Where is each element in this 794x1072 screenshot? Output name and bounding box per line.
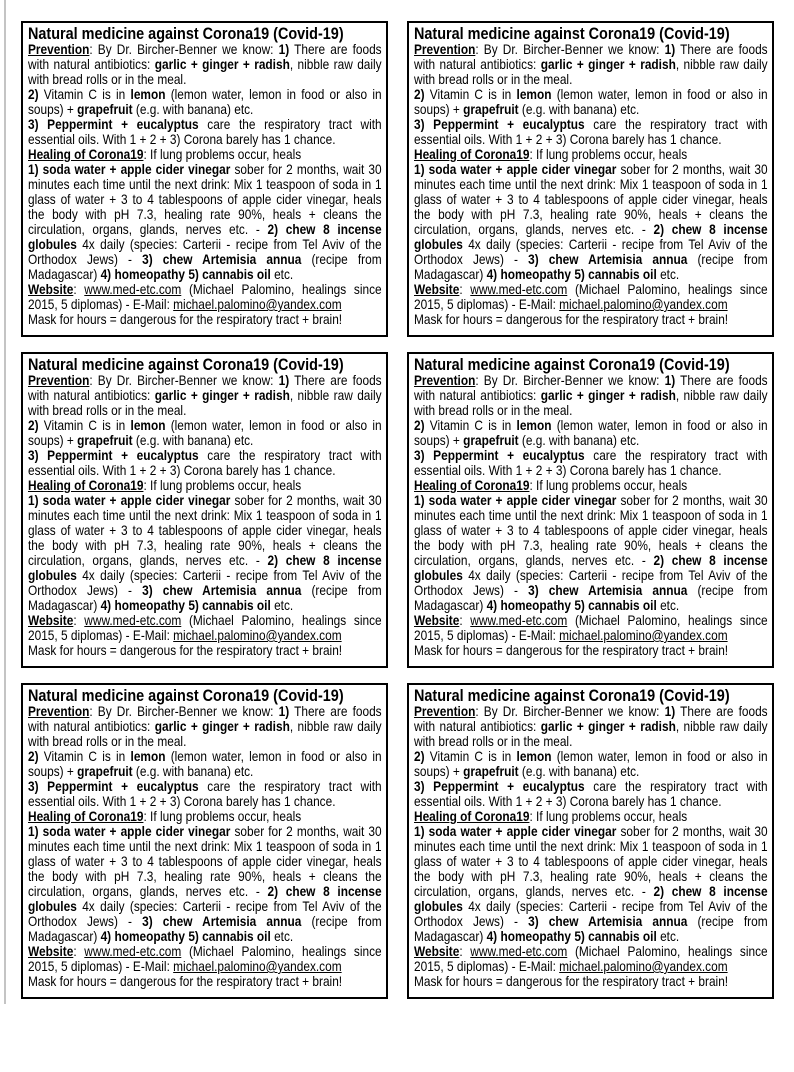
text-segment: garlic + ginger + radish [540, 56, 676, 72]
text-segment: 1) soda water + apple cider vinegar [28, 492, 231, 508]
text-segment: (recipe from Madagascar) [28, 913, 382, 944]
text-segment: 1) [278, 703, 290, 719]
mask-warning: Mask for hours = dangerous for the respiratory tract + brain! [28, 973, 343, 989]
text-segment: (e.g. with banana) etc. [518, 432, 640, 448]
card-paragraph [28, 974, 382, 989]
website-link[interactable]: www.med-etc.com [84, 612, 182, 628]
text-segment: care the respiratory tract with essential oils. With 1 + 2 + 3) Corona barely has 1 chance. [414, 447, 768, 478]
prevention-heading: Prevention [28, 41, 90, 57]
card-content [28, 356, 382, 658]
text-segment: (recipe from Madagascar) [414, 582, 768, 613]
text-segment: 3) Peppermint + eucalyptus [414, 447, 585, 463]
text-segment: 3) chew Artemisia annua [528, 251, 688, 267]
mask-warning: Mask for hours = dangerous for the respiratory tract + brain! [28, 642, 343, 658]
text-segment: 2) [414, 748, 425, 764]
card-paragraph [414, 87, 768, 117]
card-paragraph [414, 373, 768, 418]
card-paragraph [414, 312, 768, 327]
text-segment: There are foods with natural antibiotics: [414, 372, 768, 403]
text-segment: , nibble raw daily with bread rolls or in the meal. [28, 387, 382, 418]
text-segment: 3) Peppermint + eucalyptus [28, 778, 199, 794]
card-paragraph [414, 282, 768, 312]
text-segment: lemon [516, 748, 552, 764]
text-segment: (Michael Palomino, healings since 2015, 5 diplomas) - E-Mail: [28, 281, 382, 312]
text-segment: (e.g. with banana) etc. [518, 763, 640, 779]
card-paragraph [414, 42, 768, 87]
text-segment: garlic + ginger + radish [154, 387, 290, 403]
text-segment: (lemon water, lemon in food or also in soups) + [28, 417, 382, 448]
healing-heading: Healing of Corona19 [414, 808, 530, 824]
card-paragraph [414, 117, 768, 147]
text-segment: 4x daily (species: Carterii - recipe from Tel Aviv of the Orthodox Jews) - [414, 236, 768, 267]
text-segment: sober for 2 months, wait 30 minutes each time until the next drink: Mix 1 teaspoon of soda in 1 glass of water + 3 to 4 tablespoons of apple cider vinegar, heals the body with pH 7.3, healing rate 90%, heals + cleans the circulation, organs, glands, nerves etc. - [414, 161, 768, 237]
card-paragraph [414, 478, 768, 493]
card-paragraph [414, 162, 768, 282]
text-segment: 3) chew Artemisia annua [142, 582, 302, 598]
card-paragraph [28, 448, 382, 478]
text-segment: 4x daily (species: Carterii - recipe from Tel Aviv of the Orthodox Jews) - [414, 898, 768, 929]
text-segment: 4) homeopathy 5) cannabis oil [100, 928, 271, 944]
text-segment: sober for 2 months, wait 30 minutes each time until the next drink: Mix 1 teaspoon of soda in 1 glass of water + 3 to 4 tablespoons of apple cider vinegar, heals the body with pH 7.3, healing rate 90%, heals + cleans the circulation, organs, glands, nerves etc. - [28, 823, 382, 899]
text-segment: 3) Peppermint + eucalyptus [28, 447, 199, 463]
text-segment: etc. [656, 928, 680, 944]
card-paragraph [28, 643, 382, 658]
text-segment: Vitamin C is in [38, 748, 131, 764]
text-segment: (lemon water, lemon in food or also in soups) + [414, 86, 768, 117]
card-paragraph [28, 147, 382, 162]
card-paragraph [414, 448, 768, 478]
card-body [28, 704, 382, 989]
text-segment: Vitamin C is in [38, 417, 131, 433]
flyer-grid [21, 21, 774, 999]
text-segment: 4x daily (species: Carterii - recipe from Tel Aviv of the Orthodox Jews) - [28, 236, 382, 267]
text-segment: grapefruit [463, 763, 519, 779]
healing-heading: Healing of Corona19 [28, 477, 144, 493]
text-segment: etc. [656, 266, 680, 282]
healing-heading: Healing of Corona19 [28, 808, 144, 824]
card-paragraph [28, 478, 382, 493]
text-segment: 2) chew 8 incense globules [28, 221, 382, 252]
text-segment: Vitamin C is in [424, 748, 517, 764]
text-segment: 1) [278, 41, 290, 57]
text-segment: grapefruit [77, 432, 133, 448]
prevention-heading: Prevention [28, 372, 90, 388]
card-body [414, 373, 768, 658]
text-segment: garlic + ginger + radish [154, 718, 290, 734]
text-segment: 3) chew Artemisia annua [528, 582, 688, 598]
card-title: Natural medicine against Corona19 (Covid-19) [414, 24, 730, 43]
website-heading: Website [28, 612, 74, 628]
card-paragraph [414, 493, 768, 613]
text-segment: : By Dr. Bircher-Benner we know: [475, 41, 665, 57]
text-segment: 2) [414, 86, 425, 102]
text-segment: 4) homeopathy 5) cannabis oil [486, 597, 657, 613]
text-segment: : [459, 612, 471, 628]
email-link[interactable]: michael.palomino@yandex.com [173, 627, 342, 643]
card-paragraph [28, 117, 382, 147]
email-link[interactable]: michael.palomino@yandex.com [559, 627, 728, 643]
text-segment: 1) [278, 372, 290, 388]
text-segment: , nibble raw daily with bread rolls or in the meal. [28, 718, 382, 749]
card-body [28, 42, 382, 327]
text-segment: Vitamin C is in [424, 86, 517, 102]
text-segment: 1) soda water + apple cider vinegar [28, 823, 231, 839]
text-segment: 3) Peppermint + eucalyptus [28, 116, 199, 132]
website-heading: Website [28, 281, 74, 297]
text-segment: care the respiratory tract with essential oils. With 1 + 2 + 3) Corona barely has 1 chance. [28, 778, 382, 809]
text-segment: There are foods with natural antibiotics: [28, 41, 382, 72]
card-paragraph [414, 974, 768, 989]
text-segment: : If lung problems occur, heals [143, 146, 302, 162]
text-segment: : If lung problems occur, heals [143, 808, 302, 824]
flyer-card [21, 683, 388, 999]
text-segment: 2) [28, 748, 39, 764]
page-edge-line [4, 0, 6, 1004]
text-segment: sober for 2 months, wait 30 minutes each time until the next drink: Mix 1 teaspoon of soda in 1 glass of water + 3 to 4 tablespoons of apple cider vinegar, heals the body with pH 7.3, healing rate 90%, heals + cleans the circulation, organs, glands, nerves etc. - [28, 161, 382, 237]
website-link[interactable]: www.med-etc.com [84, 281, 182, 297]
card-paragraph [414, 147, 768, 162]
text-segment: , nibble raw daily with bread rolls or in the meal. [414, 387, 768, 418]
text-segment: garlic + ginger + radish [540, 387, 676, 403]
website-heading: Website [414, 612, 460, 628]
text-segment: 1) [664, 41, 676, 57]
healing-heading: Healing of Corona19 [28, 146, 144, 162]
card-title: Natural medicine against Corona19 (Covid-19) [28, 24, 344, 43]
card-paragraph [28, 613, 382, 643]
text-segment: 2) chew 8 incense globules [414, 883, 768, 914]
email-link[interactable]: michael.palomino@yandex.com [559, 958, 728, 974]
text-segment: Vitamin C is in [424, 417, 517, 433]
text-segment: 4x daily (species: Carterii - recipe from Tel Aviv of the Orthodox Jews) - [28, 567, 382, 598]
text-segment: 3) chew Artemisia annua [142, 251, 302, 267]
text-segment: lemon [130, 86, 166, 102]
text-segment: grapefruit [77, 101, 133, 117]
text-segment: 2) chew 8 incense globules [28, 883, 382, 914]
text-segment: 2) [414, 417, 425, 433]
website-heading: Website [414, 281, 460, 297]
card-paragraph [414, 643, 768, 658]
card-paragraph [28, 87, 382, 117]
card-paragraph [414, 809, 768, 824]
text-segment: (lemon water, lemon in food or also in soups) + [414, 748, 768, 779]
card-content [414, 687, 768, 989]
text-segment: 1) soda water + apple cider vinegar [414, 161, 617, 177]
website-heading: Website [28, 943, 74, 959]
text-segment: (e.g. with banana) etc. [132, 101, 254, 117]
card-paragraph [28, 42, 382, 87]
text-segment: grapefruit [463, 101, 519, 117]
text-segment: (Michael Palomino, healings since 2015, 5 diplomas) - E-Mail: [414, 281, 768, 312]
text-segment: (e.g. with banana) etc. [132, 432, 254, 448]
text-segment: 4x daily (species: Carterii - recipe from Tel Aviv of the Orthodox Jews) - [414, 567, 768, 598]
text-segment: 4) homeopathy 5) cannabis oil [486, 266, 657, 282]
email-link[interactable]: michael.palomino@yandex.com [559, 296, 728, 312]
flyer-card [407, 352, 774, 668]
text-segment: : If lung problems occur, heals [529, 146, 688, 162]
text-segment: etc. [270, 928, 294, 944]
text-segment: (lemon water, lemon in food or also in soups) + [28, 86, 382, 117]
website-link[interactable]: www.med-etc.com [470, 612, 568, 628]
text-segment: (recipe from Madagascar) [28, 251, 382, 282]
card-paragraph [28, 418, 382, 448]
text-segment: grapefruit [77, 763, 133, 779]
text-segment: 3) Peppermint + eucalyptus [414, 116, 585, 132]
text-segment: Vitamin C is in [38, 86, 131, 102]
card-paragraph [28, 704, 382, 749]
website-link[interactable]: www.med-etc.com [470, 943, 568, 959]
mask-warning: Mask for hours = dangerous for the respiratory tract + brain! [414, 642, 729, 658]
text-segment: (lemon water, lemon in food or also in soups) + [414, 417, 768, 448]
card-paragraph [28, 312, 382, 327]
healing-heading: Healing of Corona19 [414, 146, 530, 162]
text-segment: 2) [28, 417, 39, 433]
text-segment: , nibble raw daily with bread rolls or in the meal. [28, 56, 382, 87]
text-segment: There are foods with natural antibiotics: [28, 372, 382, 403]
text-segment: 1) soda water + apple cider vinegar [28, 161, 231, 177]
text-segment: 3) chew Artemisia annua [528, 913, 688, 929]
card-paragraph [28, 282, 382, 312]
text-segment: 3) Peppermint + eucalyptus [414, 778, 585, 794]
text-segment: : [73, 612, 85, 628]
text-segment: lemon [516, 417, 552, 433]
text-segment: (recipe from Madagascar) [414, 913, 768, 944]
text-segment: : [459, 943, 471, 959]
text-segment: (e.g. with banana) etc. [132, 763, 254, 779]
card-body [414, 704, 768, 989]
text-segment: 2) [28, 86, 39, 102]
text-segment: : [73, 281, 85, 297]
card-paragraph [28, 944, 382, 974]
healing-heading: Healing of Corona19 [414, 477, 530, 493]
text-segment: care the respiratory tract with essential oils. With 1 + 2 + 3) Corona barely has 1 chance. [414, 116, 768, 147]
card-title: Natural medicine against Corona19 (Covid-19) [414, 355, 730, 374]
card-paragraph [414, 704, 768, 749]
card-paragraph [28, 809, 382, 824]
prevention-heading: Prevention [414, 372, 476, 388]
text-segment: sober for 2 months, wait 30 minutes each time until the next drink: Mix 1 teaspoon of soda in 1 glass of water + 3 to 4 tablespoons of apple cider vinegar, heals the body with pH 7.3, healing rate 90%, heals + cleans the circulation, organs, glands, nerves etc. - [414, 492, 768, 568]
card-paragraph [414, 824, 768, 944]
card-body [28, 373, 382, 658]
website-heading: Website [414, 943, 460, 959]
email-link[interactable]: michael.palomino@yandex.com [173, 958, 342, 974]
flyer-card [21, 21, 388, 337]
card-title: Natural medicine against Corona19 (Covid-19) [414, 686, 730, 705]
text-segment: , nibble raw daily with bread rolls or in the meal. [414, 56, 768, 87]
text-segment: 1) soda water + apple cider vinegar [414, 823, 617, 839]
mask-warning: Mask for hours = dangerous for the respiratory tract + brain! [414, 311, 729, 327]
text-segment: 4) homeopathy 5) cannabis oil [486, 928, 657, 944]
text-segment: There are foods with natural antibiotics: [414, 703, 768, 734]
text-segment: (lemon water, lemon in food or also in soups) + [28, 748, 382, 779]
card-title: Natural medicine against Corona19 (Covid-19) [28, 686, 344, 705]
text-segment: : [459, 281, 471, 297]
text-segment: 2) chew 8 incense globules [28, 552, 382, 583]
text-segment: : If lung problems occur, heals [143, 477, 302, 493]
text-segment: care the respiratory tract with essential oils. With 1 + 2 + 3) Corona barely has 1 chance. [28, 116, 382, 147]
flyer-card [21, 352, 388, 668]
text-segment: garlic + ginger + radish [540, 718, 676, 734]
card-paragraph [28, 749, 382, 779]
text-segment: lemon [516, 86, 552, 102]
text-segment: etc. [270, 597, 294, 613]
text-segment: : By Dr. Bircher-Benner we know: [89, 372, 279, 388]
text-segment: 4) homeopathy 5) cannabis oil [100, 597, 271, 613]
text-segment: : By Dr. Bircher-Benner we know: [89, 41, 279, 57]
card-title: Natural medicine against Corona19 (Covid-19) [28, 355, 344, 374]
card-body [414, 42, 768, 327]
card-content [414, 25, 768, 327]
text-segment: (Michael Palomino, healings since 2015, 5 diplomas) - E-Mail: [28, 612, 382, 643]
card-paragraph [28, 493, 382, 613]
flyer-card [407, 21, 774, 337]
text-segment: , nibble raw daily with bread rolls or in the meal. [414, 718, 768, 749]
text-segment: : [73, 943, 85, 959]
card-paragraph [414, 944, 768, 974]
text-segment: care the respiratory tract with essential oils. With 1 + 2 + 3) Corona barely has 1 chance. [28, 447, 382, 478]
text-segment: 1) soda water + apple cider vinegar [414, 492, 617, 508]
prevention-heading: Prevention [28, 703, 90, 719]
text-segment: : By Dr. Bircher-Benner we know: [89, 703, 279, 719]
text-segment: 3) chew Artemisia annua [142, 913, 302, 929]
card-content [414, 356, 768, 658]
text-segment: (Michael Palomino, healings since 2015, 5 diplomas) - E-Mail: [414, 612, 768, 643]
text-segment: sober for 2 months, wait 30 minutes each time until the next drink: Mix 1 teaspoon of soda in 1 glass of water + 3 to 4 tablespoons of apple cider vinegar, heals the body with pH 7.3, healing rate 90%, heals + cleans the circulation, organs, glands, nerves etc. - [28, 492, 382, 568]
website-link[interactable]: www.med-etc.com [470, 281, 568, 297]
email-link[interactable]: michael.palomino@yandex.com [173, 296, 342, 312]
text-segment: sober for 2 months, wait 30 minutes each time until the next drink: Mix 1 teaspoon of soda in 1 glass of water + 3 to 4 tablespoons of apple cider vinegar, heals the body with pH 7.3, healing rate 90%, heals + cleans the circulation, organs, glands, nerves etc. - [414, 823, 768, 899]
prevention-heading: Prevention [414, 41, 476, 57]
text-segment: etc. [270, 266, 294, 282]
text-segment: (recipe from Madagascar) [28, 582, 382, 613]
mask-warning: Mask for hours = dangerous for the respiratory tract + brain! [28, 311, 343, 327]
card-paragraph [414, 613, 768, 643]
text-segment: grapefruit [463, 432, 519, 448]
card-content [28, 25, 382, 327]
text-segment: lemon [130, 417, 166, 433]
card-paragraph [28, 373, 382, 418]
website-link[interactable]: www.med-etc.com [84, 943, 182, 959]
text-segment: (Michael Palomino, healings since 2015, 5 diplomas) - E-Mail: [414, 943, 768, 974]
prevention-heading: Prevention [414, 703, 476, 719]
text-segment: 2) chew 8 incense globules [414, 552, 768, 583]
text-segment: 2) chew 8 incense globules [414, 221, 768, 252]
card-content [28, 687, 382, 989]
text-segment: 1) [664, 372, 676, 388]
text-segment: (e.g. with banana) etc. [518, 101, 640, 117]
text-segment: 4x daily (species: Carterii - recipe from Tel Aviv of the Orthodox Jews) - [28, 898, 382, 929]
text-segment: : If lung problems occur, heals [529, 477, 688, 493]
text-segment: : By Dr. Bircher-Benner we know: [475, 372, 665, 388]
text-segment: There are foods with natural antibiotics: [414, 41, 768, 72]
card-paragraph [28, 824, 382, 944]
card-paragraph [28, 162, 382, 282]
text-segment: 1) [664, 703, 676, 719]
text-segment: etc. [656, 597, 680, 613]
card-paragraph [414, 418, 768, 448]
card-paragraph [414, 749, 768, 779]
text-segment: (recipe from Madagascar) [414, 251, 768, 282]
card-paragraph [414, 779, 768, 809]
text-segment: : By Dr. Bircher-Benner we know: [475, 703, 665, 719]
text-segment: There are foods with natural antibiotics: [28, 703, 382, 734]
text-segment: 4) homeopathy 5) cannabis oil [100, 266, 271, 282]
text-segment: lemon [130, 748, 166, 764]
text-segment: : If lung problems occur, heals [529, 808, 688, 824]
text-segment: garlic + ginger + radish [154, 56, 290, 72]
mask-warning: Mask for hours = dangerous for the respiratory tract + brain! [414, 973, 729, 989]
text-segment: (Michael Palomino, healings since 2015, 5 diplomas) - E-Mail: [28, 943, 382, 974]
text-segment: care the respiratory tract with essential oils. With 1 + 2 + 3) Corona barely has 1 chance. [414, 778, 768, 809]
flyer-card [407, 683, 774, 999]
card-paragraph [28, 779, 382, 809]
